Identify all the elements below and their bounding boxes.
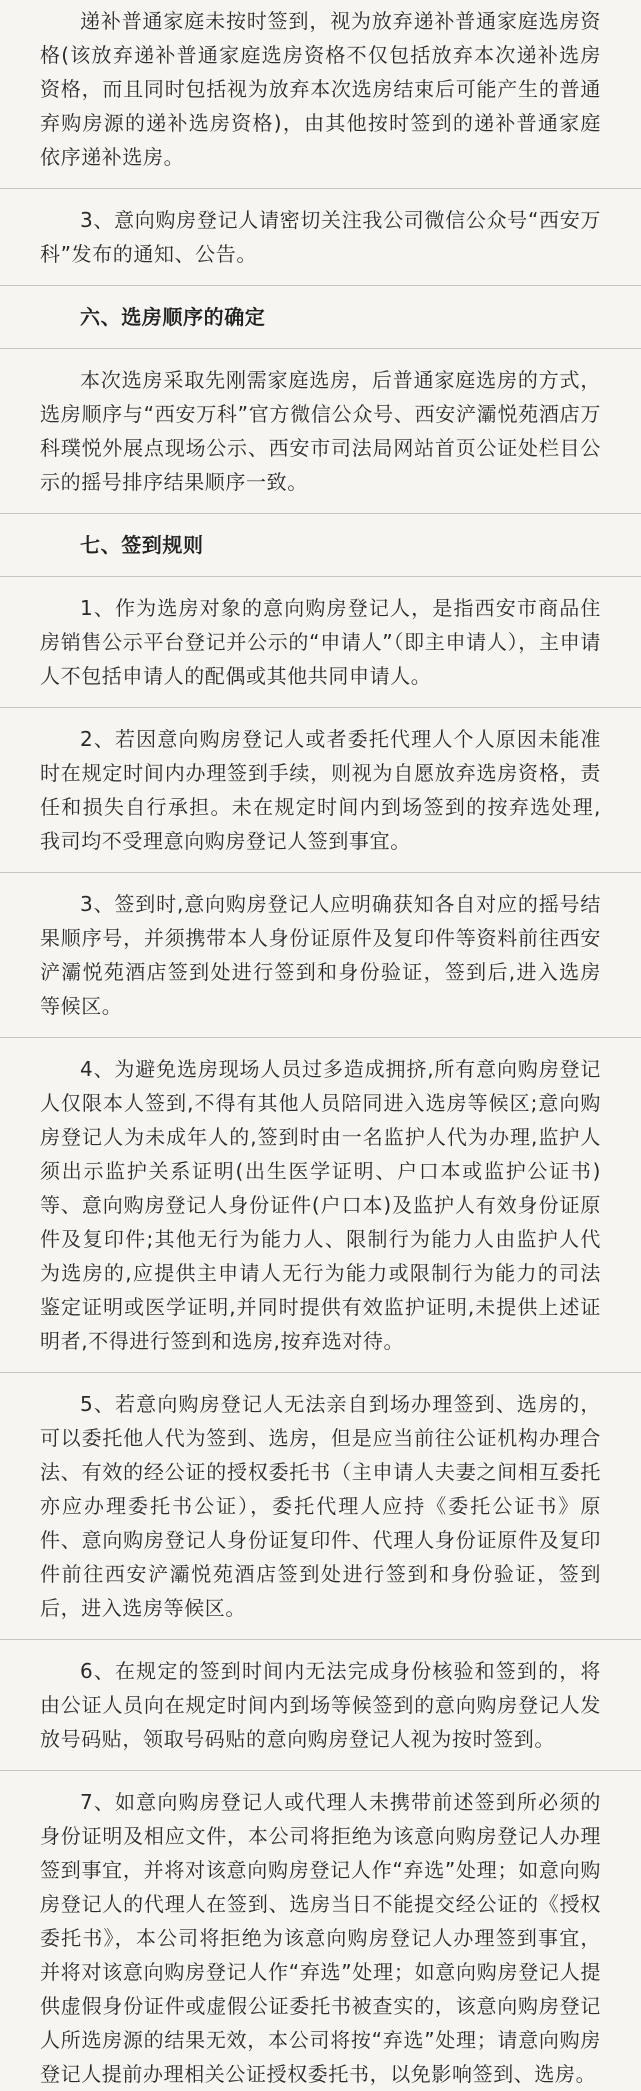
- paragraph-rule-6: 6、在规定的签到时间内无法完成身份核验和签到的，将由公证人员向在规定时间内到场等候签到的意向购房登记人发放号码贴，领取号码贴的意向购房登记人视为按时签到。: [40, 1659, 601, 1751]
- paragraph-backup-checkin: 递补普通家庭未按时签到，视为放弃递补普通家庭选房资格(该放弃递补普通家庭选房资格不仅包括放弃本次递补选房资格，而且同时包括视为放弃本次选房结束后可能产生的普通弃购房源的递补选房资格)，由其他按时签到的递补普通家庭依序递补选房。: [40, 9, 601, 169]
- divider: [0, 285, 641, 286]
- divider: [0, 707, 641, 708]
- divider: [0, 872, 641, 873]
- paragraph-order: 本次选房采取先刚需家庭选房，后普通家庭选房的方式，选房顺序与“西安万科”官方微信公众号、西安浐灞悦苑酒店万科璞悦外展点现场公示、西安市司法局网站首页公证处栏目公示的摇号排序结果顺序一致。: [40, 368, 601, 494]
- divider: [0, 576, 641, 577]
- paragraph-rule-1: 1、作为选房对象的意向购房登记人，是指西安市商品住房销售公示平台登记并公示的“申请人”（即主申请人），主申请人不包括申请人的配偶或其他共同申请人。: [40, 596, 601, 688]
- divider: [0, 1770, 641, 1771]
- section-heading-checkin-rules: 七、签到规则: [80, 533, 204, 557]
- divider: [0, 188, 641, 189]
- divider: [0, 1372, 641, 1373]
- paragraph-rule-3: 3、签到时,意向购房登记人应明确获知各自对应的摇号结果顺序号，并须携带本人身份证原件及复印件等资料前往西安浐灞悦苑酒店签到处进行签到和身份验证，签到后,进入选房等候区。: [40, 892, 601, 1018]
- divider: [0, 1037, 641, 1038]
- section-heading-order: 六、选房顺序的确定: [80, 305, 266, 329]
- divider: [0, 1639, 641, 1640]
- paragraph-rule-7: 7、如意向购房登记人或代理人未携带前述签到所必须的身份证明及相应文件，本公司将拒绝为该意向购房登记人办理签到事宜，并将对该意向购房登记人作“弃选”处理；如意向购房登记人的代理人在签到、选房当日不能提交经公证的《授权委托书》，本公司将拒绝为该意向购房登记人办理签到事宜，并将对该意向购房登记人作“弃选”处理；如意向购房登记人提供虚假身份证件或虚假公证委托书被查实的，该意向购房登记人所选房源的结果无效，本公司将按“弃选”处理；请意向购房登记人提前办理相关公证授权委托书，以免影响签到、选房。: [40, 1790, 601, 2086]
- divider: [0, 513, 641, 514]
- paragraph-rule-4: 4、为避免选房现场人员过多造成拥挤,所有意向购房登记人仅限本人签到,不得有其他人员陪同进入选房等候区;意向购房登记人为未成年人的,签到时由一名监护人代为办理,监护人须出示监护关系证明(出生医学证明、户口本或监护公证书)等、意向购房登记人身份证件(户口本)及监护人有效身份证原件及复印件;其他无行为能力人、限制行为能力人由监护人代为选房的,应提供主申请人无行为能力或限制行为能力的司法鉴定证明或医学证明,并同时提供有效监护证明,未提供上述证明者,不得进行签到和选房,按弃选对待。: [40, 1057, 601, 1353]
- paragraph-rule-5: 5、若意向购房登记人无法亲自到场办理签到、选房的，可以委托他人代为签到、选房，但是应当前往公证机构办理合法、有效的经公证的授权委托书（主申请人夫妻之间相互委托亦应办理委托书公证），委托代理人应持《委托公证书》原件、意向购房登记人身份证复印件、代理人身份证原件及复印件前往西安浐灞悦苑酒店签到处进行签到和身份验证，签到后，进入选房等候区。: [40, 1392, 601, 1620]
- paragraph-rule-2: 2、若因意向购房登记人或者委托代理人个人原因未能准时在规定时间内办理签到手续，则视为自愿放弃选房资格，责任和损失自行承担。未在规定时间内到场签到的按弃选处理,我司均不受理意向购房登记人签到事宜。: [40, 727, 601, 853]
- paragraph-wechat-notice: 3、意向购房登记人请密切关注我公司微信公众号“西安万科”发布的通知、公告。: [40, 208, 601, 266]
- divider: [0, 348, 641, 349]
